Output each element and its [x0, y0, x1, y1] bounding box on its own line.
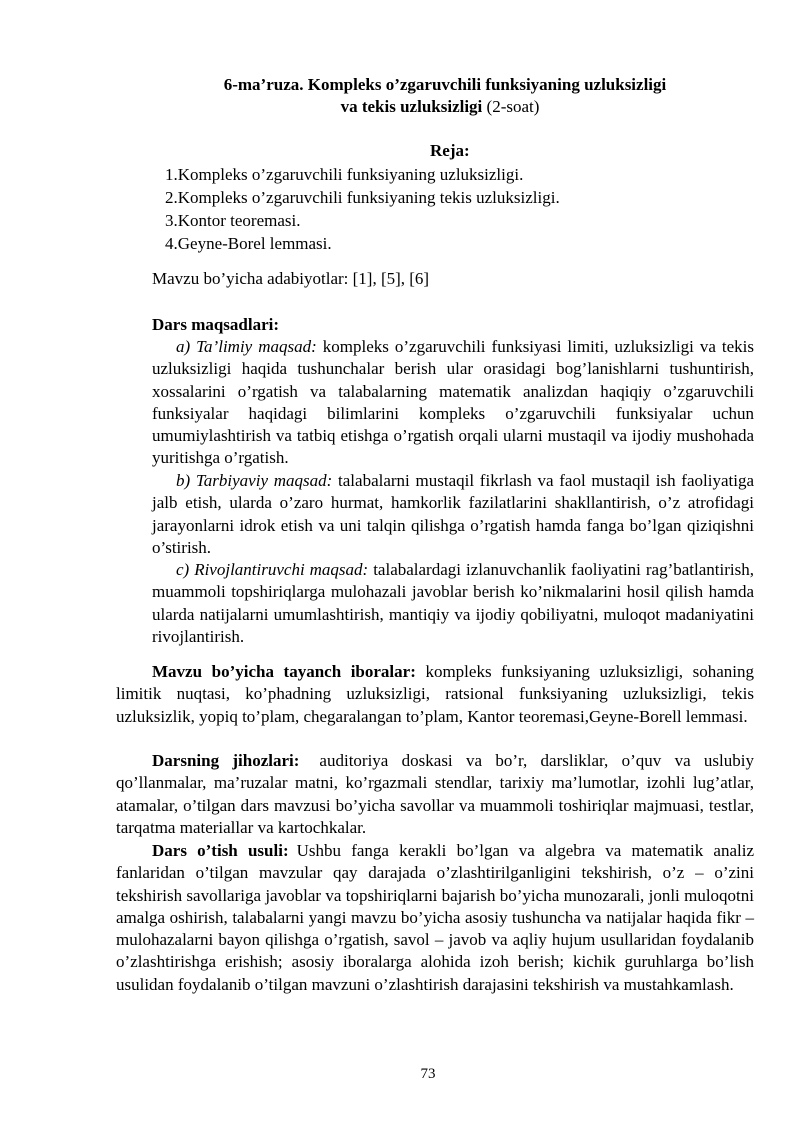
- equipment-text: auditoriya doskasi va bo’r, darsliklar, o’quv va uslubiy qo’llanmalar, ma’ruzalar matni, ko’rgazmali stendlar, tarixiy ma’lumotlar, izohli lug’atlar, atamalar, o’tilgan dars mavzusi bo’yicha savollar va muammoli toshiriqlar majmuasi, testlar, tarqatma materiallar va kartochkalar.: [116, 751, 754, 837]
- literature-line: Mavzu bo’yicha adabiyotlar: [1], [5], [6]: [152, 269, 430, 288]
- title-line-2-hours: (2-soat): [482, 97, 540, 116]
- plan-item: 4.Geyne-Borel lemmasi.: [165, 234, 332, 253]
- goal-b-text: talabalarni mustaqil fikrlash va faol mustaqil ish faoliyatiga jalb etish, ularda o’zaro hurmat, hamkorlik fazilatlarini shakllantirish, o’z atrofidagi jarayonlarni idrok etish va uni talqin qilishga o’rgatish hamda fanga bo’lgan qiziqishni o’stirish.: [152, 471, 754, 557]
- page-number: 73: [420, 1066, 436, 1082]
- lecture-title: [0, 74, 800, 118]
- goal-c-label: c) Rivojlantiruvchi maqsad:: [176, 560, 369, 579]
- method-label: Dars o’tish usuli:: [152, 841, 289, 860]
- method-text: Ushbu fanga kerakli bo’lgan va algebra va matematik analiz fanlaridan o’tilgan mavzular qay darajada o’zlashtirilganligini tekshirish, o’z – o’zini tekshirish savollariga javoblar va topshiriqlarni bajarish bo’yicha munozarali, jonli muloqotni amalga oshirish, talabalarni yangi mavzu bo’yicha asosiy tushuncha va natijalar haqida fikr – mulohazalarni bayon qilishga o’rgatish, savol – javob va aqliy hujum usullaridan foydalanib o’zlashtirishga erishish; asosiy iboralarga alohida izoh berish; kichik guruhlarga bo’lish usulidan foydalanib o’tilgan mavzuni o’zlashtirish darajasini tekshirish va mustahkamlash.: [116, 841, 755, 994]
- title-line-1: 6-ma’ruza. Kompleks o’zgaruvchili funksiyaning uzluksizligi: [223, 75, 667, 94]
- plan-item: 3.Kontor teoremasi.: [165, 211, 301, 230]
- title-line-2-bold: va tekis uzluksizligi: [340, 97, 483, 116]
- plan-item: 2.Kompleks o’zgaruvchili funksiyaning tekis uzluksizligi.: [165, 188, 560, 207]
- goal-a-text: kompleks o’zgaruvchili funksiyasi limiti, uzluksizligi va tekis uzluksizligi haqida tushunchalar berish ular orasidagi bog’lanishlarni tushuntirish, xossalarini o’rgatish va talabalarning matematik analizdan haqiqiy o’zgaruvchili funksiyalar haqidagi bilimlarini kompleks o’zgaruvchili funksiyalar uchun umumiylashtirish va tatbiq etishga o’rgatish orqali ularni mustaqil va ijodiy mushohada yuritishga o’rgatish.: [152, 337, 755, 468]
- goal-c-text: talabalardagi izlanuvchanlik faoliyatini rag’batlantirish, muammoli topshiriqlarga mulohazali javoblar berish ko’nikmalarini hosil qilish hamda ularda natijalarni umumlashtirish, mantiqiy va ijodiy qobiliyatni, muloqot madaniyatini rivojlantirish.: [152, 560, 754, 646]
- title-line-2: [0, 96, 800, 118]
- plan-heading: Reja:: [430, 141, 470, 160]
- key-terms-text: kompleks funksiyaning uzluksizligi, sohaning limitik nuqtasi, ko’phadning uzluksizligi, ratsional funksiyaning uzluksizligi, tekis uzluksizlik, yopiq to’plam, chegaralangan to’plam, Kantor teoremasi,Geyne-Borell lemmasi.: [116, 662, 754, 726]
- method-paragraph: [116, 840, 754, 996]
- plan-list: [165, 163, 560, 255]
- goal-a-label: a) Ta’limiy maqsad:: [176, 337, 317, 356]
- equipment-paragraph: [116, 750, 754, 839]
- key-terms-label: Mavzu bo’yicha tayanch iboralar:: [152, 662, 416, 681]
- goals-heading: Dars maqsadlari:: [152, 315, 280, 334]
- goal-b-label: b) Tarbiyaviy maqsad:: [176, 471, 333, 490]
- key-terms-paragraph: [116, 661, 754, 728]
- equipment-label: Darsning jihozlari:: [152, 751, 300, 770]
- plan-item: 1.Kompleks o’zgaruvchili funksiyaning uzluksizligi.: [165, 165, 524, 184]
- goal-b-paragraph: [152, 470, 754, 559]
- goal-c-paragraph: [152, 559, 754, 648]
- goal-a-paragraph: [152, 336, 754, 470]
